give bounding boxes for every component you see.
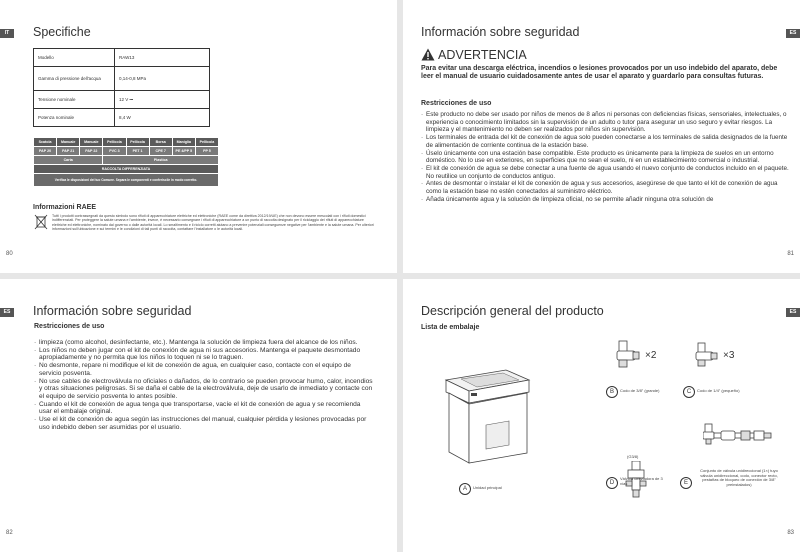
list-item: · Los niños no deben jugar con el kit de conexión de agua ni sus accesorios. Mantenga el paquete desmontado apropiadamente y no permita que los niños lo toquen ni se lo traguen. [34,347,374,362]
collection-label: RACCOLTA DIFFERENZIATA [34,165,219,174]
page-title: Información sobre seguridad [33,304,192,318]
part-letter-d: D [606,477,618,489]
language-tab: ES [0,308,14,317]
table-row [34,109,210,127]
one-way-valve-illustration [703,419,773,464]
table-row [34,67,210,91]
page-80 [0,0,397,273]
material-header: Pellicola [126,138,149,147]
part-caption-d: Válvula desviadora de 3 vías [620,476,663,486]
language-tab: ES [786,29,800,38]
part-letter-c: C [683,386,695,398]
page-title: Descripción general del producto [421,304,604,318]
list-item: · Cuando el kit de conexión de agua tenga que transportarse, vacíe el kit de conexión de agua y se recomienda usar el embalaje original. [34,401,374,416]
page-83 [403,279,800,552]
list-item: · Los terminales de entrada del kit de conexión de agua solo pueden conectarse a los terminales de salida designados de la fuente de alimentación de corriente continua de la estación base. [421,134,793,149]
restrictions-list [34,339,374,431]
page-82 [0,279,397,552]
warning-icon [421,48,435,61]
material-code: PET 1 [126,147,149,156]
material-code: PAP 22 [80,147,103,156]
material-code: PE 4/PP 5 [172,147,195,156]
list-item: · limpieza (como alcohol, desinfectante, etc.). Mantenga la solución de limpieza fuera del alcance de los niños. [34,339,374,347]
material-header: Manuale [57,138,80,147]
material-header: Borsa [149,138,172,147]
spec-label: Gamma di pressione dell'acqua [34,67,115,91]
material-header: Scatola [34,138,57,147]
material-header: Pellicola [195,138,218,147]
table-row [34,165,219,174]
table-row [34,147,219,156]
table-row [34,91,210,109]
material-code: PAP 20 [34,147,57,156]
spec-value: 12 V ⎓ [115,91,210,109]
page-title: Specifiche [33,25,91,39]
section-subtitle: Lista de embalaje [421,324,480,331]
part-caption-c: Codo de 1/4" (pequeño) [697,388,740,393]
page-title: Información sobre seguridad [421,25,580,39]
list-item: · Úselo únicamente con una estación base compatible. Este producto es únicamente para la limpieza de suelos en un entorno doméstico. No lo use en exteriores, en superficies que no sean el suelo, ni en un establecimiento comercial o industrial. [421,150,793,165]
language-tab: IT [0,29,14,38]
page-number: 83 [787,530,794,536]
list-item: · No desmonte, repare ni modifique el kit de conexión de agua, en cualquier caso, contacte con el equipo de servicio posventa. [34,362,374,377]
quantity-b: ×2 [645,350,657,361]
list-item: · Añada únicamente agua y la solución de limpieza oficial, no se permite añadir ninguna otra solución de [421,196,793,204]
table-row [34,174,219,187]
main-unit-illustration [441,365,531,465]
material-code: PVC 3 [103,147,126,156]
material-code: CPE 7 [149,147,172,156]
raee-title: Informazioni RAEE [33,204,97,211]
material-header: Manuale [80,138,103,147]
list-item: · No use cables de electroválvula no oficiales o dañados, de lo contrario se pueden provocar humo, calor, incendios y otras situaciones peligrosas. Si se daña el cable de la electroválvula, deje de usarlo de inmediato y contacte con el equipo de servicio posventa lo antes posible. [34,378,374,401]
part-caption-b: Codo de 3/8" (grande) [620,388,660,393]
page-number: 81 [787,251,794,257]
list-item: · El kit de conexión de agua se debe conectar a una fuente de agua usando el nuevo conjunto de conductos incluido en el paquete. No reutilice un conjunto de conductos antiguo. [421,165,793,180]
spec-value: RAW13 [115,49,210,67]
language-tab: ES [786,308,800,317]
page-number: 80 [6,251,13,257]
spec-label: Tensione nominale [34,91,115,109]
quantity-c: ×3 [723,350,735,361]
raee-text: Tutti i prodotti contrassegnati da questo simbolo sono rifiuti di apparecchiature elettriche ed elettroniche (RAEE come da direttiva 2012/19/UE) che non devono essere mescolati con i rifiuti domestici indifferenziati. Per proteggere la salute umana e l'ambiente, invece, è necessario consegnare i rifiuti di apparecchiature a un punto di raccolta designato per il riciclaggio dei rifiuti di apparecchiature elettriche ed elettroniche, nominato dal governo o dalle autorità locali. Lo smaltimento e il riciclo corretti aiutano a prevenire potenziali conseguenze negative per l'ambiente e la salute umana. Per ulteriori informazioni sull'ubicazione e sui termini e le condizioni di tali punti di raccolta, contattare l'installatore o le autorità locali. [52,214,374,231]
specifications-table [33,48,210,127]
collection-note: Verifica le disposizioni del tuo Comune. Separa le componenti e conferiscile in modo corretto. [34,174,219,187]
material-code: PAP 21 [57,147,80,156]
part-letter-a: A [459,483,471,495]
material-header: Maniglia [172,138,195,147]
part-letter-b: B [606,386,618,398]
table-row [34,138,219,147]
material-code: PP 5 [195,147,218,156]
material-group: Carta [34,156,103,165]
part-caption-e: Conjunto de válvula unidireccional (1×) tuyo válvula unidireccional, codo, conector recto, pestañas de bloqueo de conexión de 3/8" preinstalados) [700,468,778,487]
spec-label: Modello [34,49,115,67]
packaging-materials-table [33,137,219,187]
crossed-bin-icon [34,214,48,230]
spec-label: Potenza nominale [34,109,115,127]
warning-body: Para evitar una descarga eléctrica, incendios o lesiones provocados por un uso indebido del aparato, debe leer el manual de usuario cuidadosamente antes de usar el aparato y guardarlo para consultas futuras. [421,65,778,81]
part-letter-e: E [680,477,692,489]
material-header: Pellicola [103,138,126,147]
list-item: · Use el kit de conexión de agua según las instrucciones del manual, cualquier pérdida y lesiones provocadas por uso indebido deben ser asumidas por el usuario. [34,416,374,431]
section-subtitle: Restricciones de uso [421,100,492,107]
table-row [34,49,210,67]
thread-label-d: (G3/8) [627,454,639,459]
elbow-small-illustration [692,341,720,369]
spec-value: 0,14-0,8 MPa [115,67,210,91]
restrictions-list [421,111,793,203]
part-caption-a: Unidad principal [473,485,502,490]
section-subtitle: Restricciones de uso [34,323,105,330]
material-group: Plastica [103,156,219,165]
page-81 [403,0,800,273]
table-row [34,156,219,165]
page-number: 82 [6,530,13,536]
spec-value: 8,4 W [115,109,210,127]
elbow-large-illustration [611,339,641,369]
list-item: · Antes de desmontar o instalar el kit de conexión de agua y sus accesorios, asegúrese de que tanto el kit de conexión de agua como la estación base no estén conectados al suministro eléctrico. [421,180,793,195]
warning-title: ADVERTENCIA [438,48,527,62]
list-item: · Este producto no debe ser usado por niños de menos de 8 años ni personas con deficiencias físicas, sensoriales, intelectuales, o experiencia o conocimiento limitados sin la supervisión de un adulto o tutor para asegurar un uso seguro y evitar riesgos. La limpieza y el mantenimiento no deben ser realizados por niños sin supervisión. [421,111,793,134]
